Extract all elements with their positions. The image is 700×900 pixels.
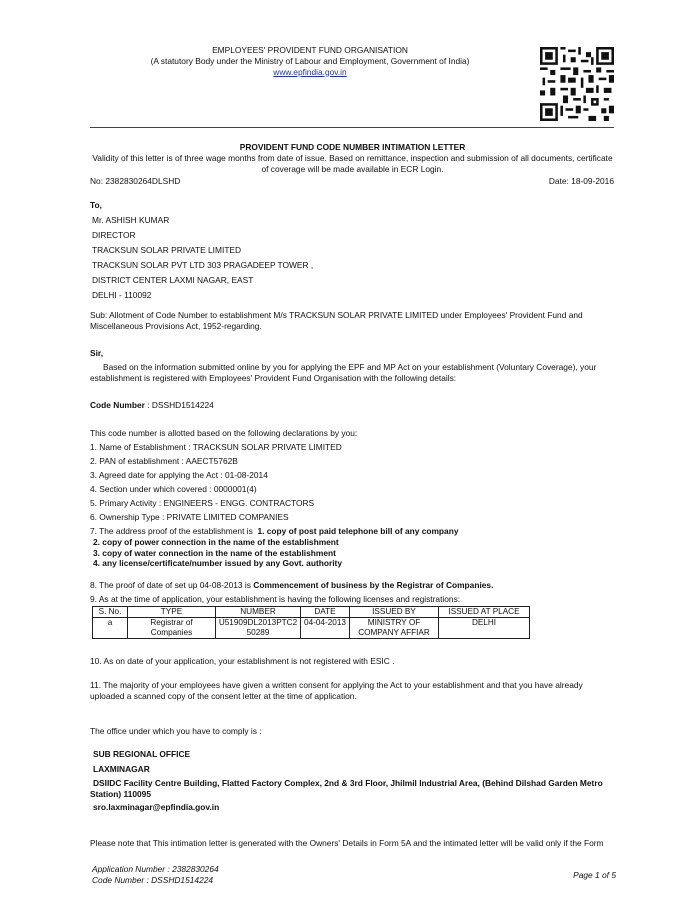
declaration-item: 1. Name of Establishment : TRACKSUN SOLAR PRIVATE LIMITED <box>90 442 342 452</box>
declaration-item-11-line-2: uploaded a scanned copy of the consent letter at the time of application. <box>90 691 357 701</box>
table-cell: a <box>93 617 128 638</box>
declaration-item-11-line-1: 11. The majority of your employees have given a written consent for applying the Act to your establishment and that you have already <box>90 680 583 690</box>
header-divider <box>90 127 614 128</box>
letter-title: PROVIDENT FUND CODE NUMBER INTIMATION LETTER <box>239 142 466 152</box>
item8-proof: Commencement of business by the Registrar of Companies. <box>253 580 494 590</box>
table-cell: MINISTRY OF COMPANY AFFIAR <box>350 617 439 638</box>
address-proof-list <box>93 537 342 569</box>
address-line: DELHI - 110092 <box>92 290 152 300</box>
body-line-2: establishment is registered with Employees' Provident Fund Organisation with the following details: <box>90 373 457 383</box>
table-cell: U51909DL2013PTC2 50289 <box>216 617 301 638</box>
org-name: EMPLOYEES' PROVIDENT FUND ORGANISATION <box>212 45 408 55</box>
office-address-line-1: DSIIDC Facility Centre Building, Flatted Factory Complex, 2nd & 3rd Floor, Jhilmil Industrial Area, (Behind Dilshad Garden Metro <box>93 778 603 788</box>
item8-prefix: 8. The proof of date of set up 04-08-2013 is <box>90 580 254 590</box>
item7-prefix: 7. The address proof of the establishment is <box>90 526 253 536</box>
table-header: NUMBER <box>216 607 301 618</box>
recipient-address <box>92 213 313 303</box>
validity-line-2: of coverage will be made available in ECR Login. <box>261 164 444 174</box>
footer-application-number: Application Number : 2382830264 <box>92 864 219 874</box>
table-row <box>93 617 530 638</box>
table-header: TYPE <box>128 607 216 618</box>
footer-code-number: Code Number : DSSHD1514224 <box>92 874 214 885</box>
table-header: ISSUED BY <box>350 607 439 618</box>
validity-line-1: Validity of this letter is of three wage months from date of issue. Based on remittance, inspection and submission of all documents, certificate <box>92 153 613 163</box>
table-header: DATE <box>301 607 350 618</box>
declaration-item: 2. PAN of establishment : AAECT5762B <box>90 456 238 466</box>
declaration-item: 4. Section under which covered : 0000001(4) <box>90 484 257 494</box>
org-subtitle: (A statutory Body under the Ministry of Labour and Employment, Government of India) <box>150 55 470 66</box>
salutation: Sir, <box>90 348 104 358</box>
office-location: LAXMINAGAR <box>93 764 150 774</box>
address-proof: 4. any license/certificate/number issued by any Govt. authority <box>93 558 343 568</box>
table-cell: DELHI <box>439 617 530 638</box>
declaration-item: 3. Agreed date for applying the Act : 01-08-2014 <box>90 470 268 480</box>
declaration-item: 5. Primary Activity : ENGINEERS - ENGG. CONTRACTORS <box>90 498 315 508</box>
page-number: Page 1 of 5 <box>573 870 616 880</box>
table-cell: 04-04-2013 <box>301 617 350 638</box>
declaration-item-8 <box>90 580 493 591</box>
qr-code-icon <box>540 47 614 121</box>
office-email: sro.laxminagar@epfindia.gov.in <box>93 802 220 812</box>
letterhead <box>90 45 530 77</box>
declaration-item: 6. Ownership Type : PRIVATE LIMITED COMPANIES <box>90 512 289 522</box>
declaration-item-9: 9. As at the time of application, your establishment is having the following licenses and registrations: <box>90 594 461 604</box>
declaration-item-10: 10. As on date of your application, your establishment is not registered with ESIC . <box>90 656 395 666</box>
licenses-table <box>92 606 530 639</box>
address-line: TRACKSUN SOLAR PRIVATE LIMITED <box>92 245 242 255</box>
office-address-line-2: Station) 110095 <box>90 789 151 799</box>
table-cell: Registrar of Companies <box>128 617 216 638</box>
address-line: DIRECTOR <box>92 230 136 240</box>
code-number-label: Code Number <box>90 400 145 410</box>
allotment-intro: This code number is allotted based on the following declarations by you: <box>90 428 358 438</box>
letter-number: No: 2382830264DLSHD <box>90 176 181 186</box>
code-number <box>90 400 214 411</box>
address-proof: 2. copy of power connection in the name of the establishment <box>93 537 339 547</box>
table-header-row <box>93 607 530 618</box>
address-proof: 3. copy of water connection in the name of the establishment <box>93 547 336 558</box>
code-number-value: : DSSHD1514224 <box>144 400 214 410</box>
page-footer <box>92 864 219 886</box>
table-header: S. No. <box>93 607 128 618</box>
closing-note: Please note that This intimation letter is generated with the Owners' Details in Form 5A and the intimated letter will be valid only if the Form <box>90 838 604 848</box>
to-label: To, <box>90 200 102 210</box>
declaration-item-7 <box>90 526 458 537</box>
address-line: TRACKSUN SOLAR PVT LTD 303 PRAGADEEP TOWER , <box>92 260 314 270</box>
address-proof: 1. copy of post paid telephone bill of any company <box>257 526 459 536</box>
letter-date: Date: 18-09-2016 <box>548 176 614 186</box>
address-line: Mr. ASHISH KUMAR <box>92 215 170 225</box>
office-name: SUB REGIONAL OFFICE <box>93 749 191 759</box>
subject-line-1: Sub: Allotment of Code Number to establishment M/s TRACKSUN SOLAR PRIVATE LIMITED under Employees' Provident Fund and <box>90 310 583 320</box>
body-line-1: Based on the information submitted online by you for applying the EPF and MP Act on your establishment (Voluntary Coverage), your <box>103 362 597 372</box>
website-link[interactable]: www.epfindia.gov.in <box>273 66 347 77</box>
table-header: ISSUED AT PLACE <box>439 607 530 618</box>
subject-line-2: Miscellaneous Provisions Act, 1952-regarding. <box>90 321 262 331</box>
address-line: DISTRICT CENTER LAXMI NAGAR, EAST <box>92 275 254 285</box>
office-intro: The office under which you have to comply is : <box>90 726 262 736</box>
